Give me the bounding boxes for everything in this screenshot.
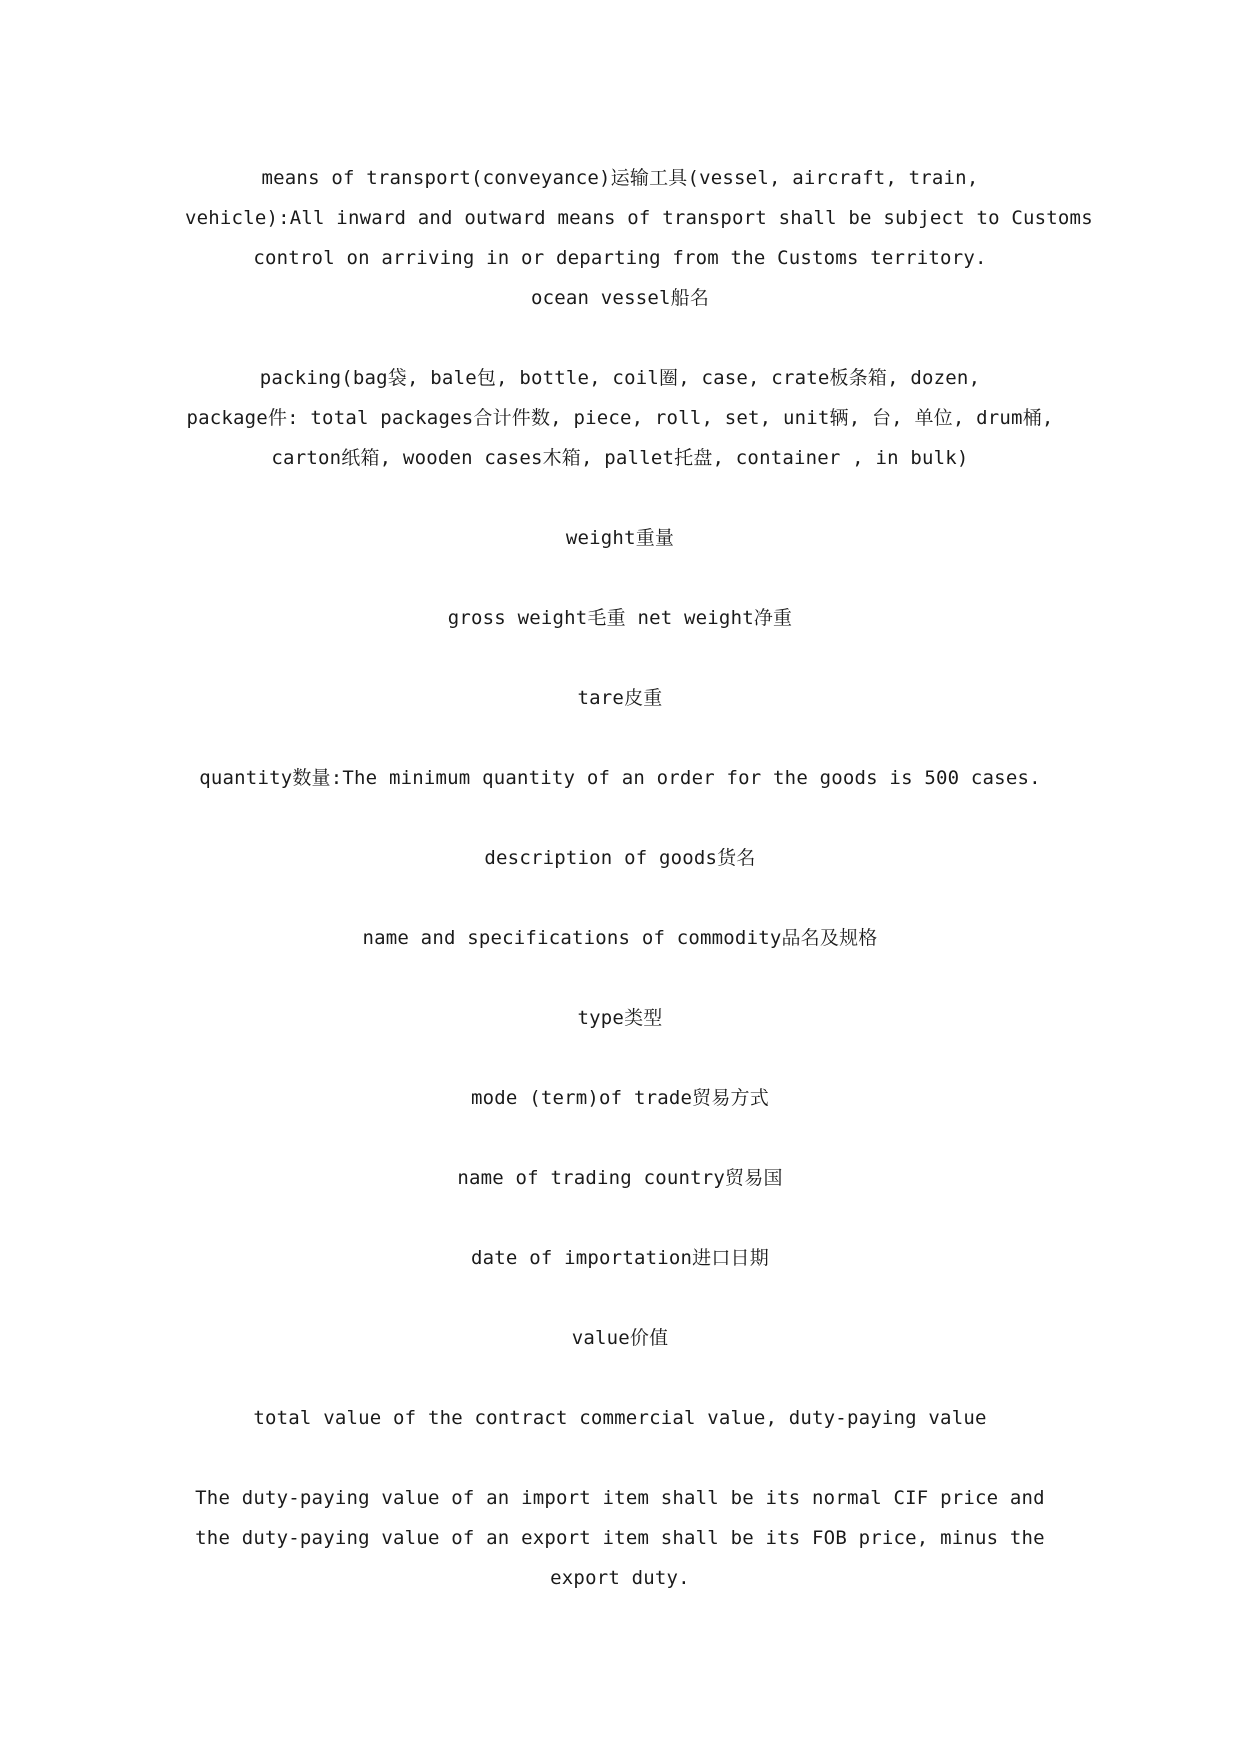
entry-value <box>185 1318 1055 1358</box>
text-line: type类型 <box>577 1007 663 1029</box>
entry-tare <box>185 678 1055 718</box>
entry-gross-net-weight <box>185 598 1055 638</box>
text-line: name of trading country贸易国 <box>457 1167 783 1189</box>
entry-weight <box>185 518 1055 558</box>
entry-quantity <box>185 758 1055 798</box>
text-line: vehicle):All inward and outward means of transport shall be subject to Customs <box>185 207 1093 229</box>
text-line: carton纸箱, wooden cases木箱, pallet托盘, container , in bulk) <box>271 447 969 469</box>
text-line: tare皮重 <box>577 687 663 709</box>
text-line: mode (term)of trade贸易方式 <box>471 1087 769 1109</box>
entry-name-and-specifications <box>185 918 1055 958</box>
text-line: value价值 <box>571 1327 669 1349</box>
text-line: The duty-paying value of an import item shall be its normal CIF price and <box>195 1487 1045 1509</box>
text-line: gross weight毛重 net weight净重 <box>447 607 793 629</box>
text-line: date of importation进口日期 <box>471 1247 769 1269</box>
text-line: total value of the contract commercial value, duty-paying value <box>253 1407 987 1429</box>
entry-date-of-importation <box>185 1238 1055 1278</box>
entry-total-value <box>185 1398 1055 1438</box>
paragraph-means-of-transport <box>185 158 1093 318</box>
text-line: description of goods货名 <box>484 847 756 869</box>
text-line: name and specifications of commodity品名及规格 <box>362 927 878 949</box>
text-line: means of transport(conveyance)运输工具(vessel, aircraft, train, <box>261 167 979 189</box>
text-line: package件: total packages合计件数, piece, roll, set, unit辆, 台, 单位, drum桶, <box>186 407 1054 429</box>
entry-trading-country <box>185 1158 1055 1198</box>
text-line: quantity数量:The minimum quantity of an order for the goods is 500 cases. <box>199 767 1041 789</box>
text-line: control on arriving in or departing from the Customs territory. <box>253 247 987 269</box>
text-line: ocean vessel船名 <box>530 287 710 309</box>
text-line: the duty-paying value of an export item shall be its FOB price, minus the <box>195 1527 1045 1549</box>
paragraph-packing <box>185 358 1055 478</box>
text-line: weight重量 <box>565 527 675 549</box>
text-line: packing(bag袋, bale包, bottle, coil圈, case, crate板条箱, dozen, <box>259 367 981 389</box>
entry-mode-of-trade <box>185 1078 1055 1118</box>
entry-description-of-goods <box>185 838 1055 878</box>
entry-type <box>185 998 1055 1038</box>
paragraph-duty-paying-value <box>185 1478 1055 1598</box>
text-line: export duty. <box>550 1567 690 1589</box>
